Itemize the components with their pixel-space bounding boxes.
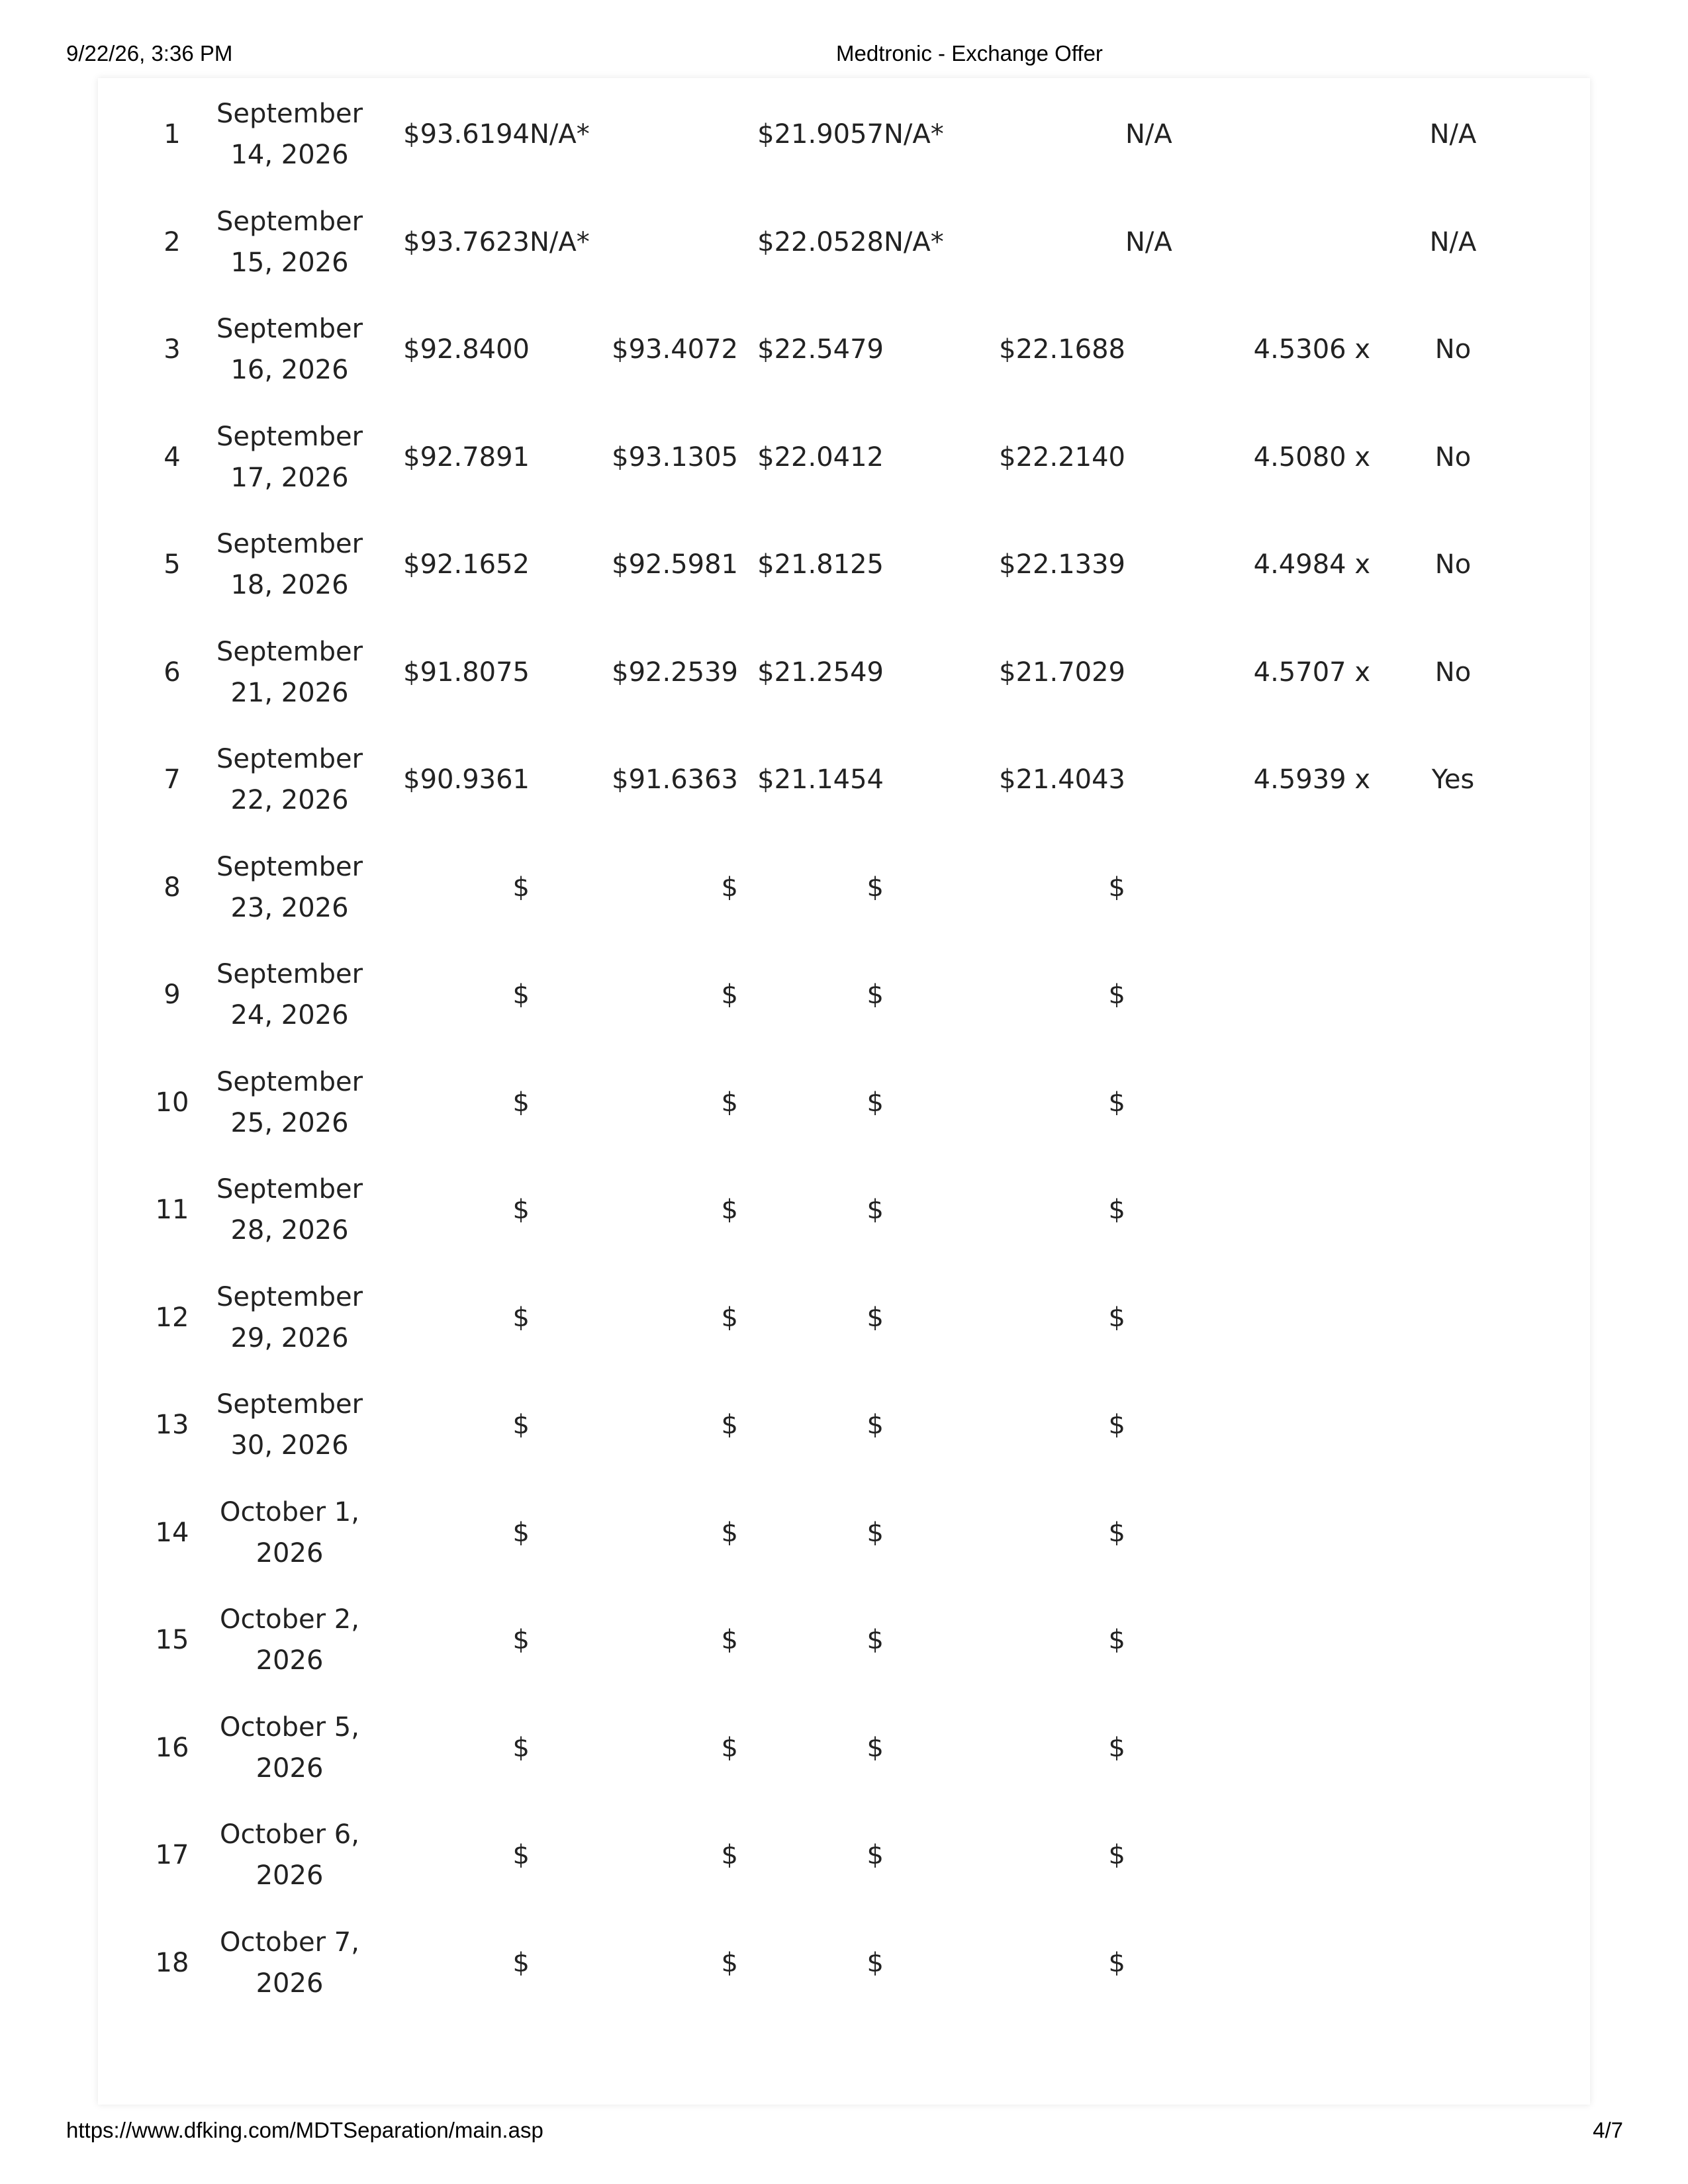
price-cell-3: $21.8125: [757, 549, 884, 580]
day-cell: 11: [155, 1195, 189, 1226]
table-body: [132, 81, 1536, 2017]
price-cell-2: $: [721, 1517, 738, 1548]
price-cell-4: $: [1108, 1732, 1125, 1763]
flag-cell: [1370, 1049, 1536, 1157]
ratio-cell: 4.5707 x: [1253, 657, 1370, 688]
price-cell-3: $21.1454: [757, 764, 884, 796]
flag-cell: [1370, 1909, 1536, 2017]
price-cell-1: $91.8075: [403, 657, 530, 688]
table-row: [132, 726, 1536, 834]
price-cell-3: $: [867, 1410, 884, 1441]
day-cell: 2: [164, 226, 181, 257]
ratio-cell: 4.5939 x: [1253, 764, 1370, 796]
ratio-cell: [1125, 1479, 1370, 1587]
date-cell: September 25, 2026: [216, 1066, 363, 1138]
print-footer: [0, 2118, 1688, 2147]
table-row: [132, 1371, 1536, 1479]
date-cell: September 30, 2026: [216, 1389, 363, 1461]
price-cell-2: $92.2539: [612, 657, 738, 688]
ratio-cell: 4.5080 x: [1253, 441, 1370, 473]
price-cell-1: $: [512, 979, 530, 1011]
price-cell-1: $92.1652: [403, 549, 530, 580]
ratio-cell: [1125, 1801, 1370, 1909]
ratio-cell: N/A: [1125, 226, 1172, 257]
price-cell-1: $: [512, 872, 530, 903]
date-cell: October 2, 2026: [220, 1604, 359, 1676]
ratio-cell: [1125, 1049, 1370, 1157]
flag-cell: [1370, 1801, 1536, 1909]
price-cell-4: $21.7029: [999, 657, 1125, 688]
table-row: [132, 1801, 1536, 1909]
date-cell: September 16, 2026: [216, 314, 363, 386]
price-cell-2: $91.6363: [612, 764, 738, 796]
day-cell: 6: [164, 657, 181, 688]
print-url: https://www.dfking.com/MDTSeparation/main.asp: [66, 2118, 543, 2142]
table-row: [132, 1909, 1536, 2017]
price-cell-2: N/A*: [530, 119, 590, 150]
price-cell-1: $: [512, 1947, 530, 1978]
price-cell-1: $: [512, 1840, 530, 1871]
price-cell-4: $: [1108, 1947, 1125, 1978]
date-cell: September 28, 2026: [216, 1174, 363, 1246]
day-cell: 14: [155, 1517, 189, 1548]
ratio-cell: 4.4984 x: [1253, 549, 1370, 580]
ratio-cell: [1125, 1586, 1370, 1694]
price-cell-1: $93.6194: [403, 119, 530, 150]
table-row: [132, 189, 1536, 296]
price-cell-1: $: [512, 1410, 530, 1441]
ratio-cell: [1125, 1156, 1370, 1264]
price-cell-2: $: [721, 1302, 738, 1333]
table-row: [132, 1586, 1536, 1694]
table-row: [132, 81, 1536, 189]
price-cell-1: $90.9361: [403, 764, 530, 796]
flag-cell: [1370, 1694, 1536, 1802]
price-cell-3: $: [867, 872, 884, 903]
flag-cell: No: [1434, 657, 1472, 688]
date-cell: September 22, 2026: [216, 744, 363, 816]
ratio-cell: [1125, 1694, 1370, 1802]
ratio-cell: [1125, 1371, 1370, 1479]
price-cell-3: $22.0528: [757, 226, 884, 257]
price-cell-2: $: [721, 1410, 738, 1441]
price-cell-3: $: [867, 1625, 884, 1656]
price-cell-4: $: [1108, 1302, 1125, 1333]
price-cell-1: $: [512, 1732, 530, 1763]
day-cell: 16: [155, 1732, 189, 1763]
day-cell: 15: [155, 1625, 189, 1656]
flag-cell: [1370, 1264, 1536, 1372]
price-cell-2: $: [721, 1947, 738, 1978]
price-cell-2: N/A*: [530, 226, 590, 257]
price-cell-3: $22.0412: [757, 441, 884, 473]
table-row: [132, 1049, 1536, 1157]
table-row: [132, 834, 1536, 942]
table-row: [132, 296, 1536, 404]
table-row: [132, 1156, 1536, 1264]
price-cell-3: $22.5479: [757, 334, 884, 365]
price-cell-4: $: [1108, 1517, 1125, 1548]
date-cell: October 7, 2026: [220, 1927, 359, 1999]
price-cell-4: $: [1108, 1840, 1125, 1871]
price-cell-3: $: [867, 1840, 884, 1871]
day-cell: 8: [164, 872, 181, 903]
price-cell-3: $: [867, 1302, 884, 1333]
date-cell: September 23, 2026: [216, 851, 363, 923]
day-cell: 5: [164, 549, 181, 580]
price-cell-4: N/A*: [884, 226, 944, 257]
date-cell: September 29, 2026: [216, 1281, 363, 1353]
price-cell-4: $22.1688: [999, 334, 1125, 365]
ratio-cell: [1125, 1264, 1370, 1372]
date-cell: September 21, 2026: [216, 636, 363, 708]
day-cell: 9: [164, 979, 181, 1011]
price-cell-1: $: [512, 1195, 530, 1226]
price-cell-4: $: [1108, 1410, 1125, 1441]
page-number: 4/7: [1593, 2118, 1623, 2142]
flag-cell: [1370, 941, 1536, 1049]
price-cell-3: $: [867, 979, 884, 1011]
ratio-cell: [1125, 941, 1370, 1049]
day-cell: 1: [164, 119, 181, 150]
price-cell-4: N/A*: [884, 119, 944, 150]
price-cell-3: $: [867, 1087, 884, 1118]
price-cell-3: $21.9057: [757, 119, 884, 150]
flag-cell: [1370, 1371, 1536, 1479]
date-cell: September 17, 2026: [216, 421, 363, 493]
date-cell: September 15, 2026: [216, 206, 363, 278]
price-cell-3: $: [867, 1195, 884, 1226]
price-cell-4: $22.2140: [999, 441, 1125, 473]
price-cell-3: $: [867, 1947, 884, 1978]
price-cell-2: $: [721, 1087, 738, 1118]
price-cell-2: $93.1305: [612, 441, 738, 473]
day-cell: 13: [155, 1410, 189, 1441]
date-cell: September 24, 2026: [216, 959, 363, 1031]
table-row: [132, 941, 1536, 1049]
price-cell-4: $: [1108, 1087, 1125, 1118]
price-cell-2: $92.5981: [612, 549, 738, 580]
print-header: [0, 41, 1688, 70]
table-row: [132, 404, 1536, 512]
day-cell: 10: [155, 1087, 189, 1118]
price-cell-4: $: [1108, 872, 1125, 903]
ratio-cell: 4.5306 x: [1253, 334, 1370, 365]
price-cell-4: $22.1339: [999, 549, 1125, 580]
flag-cell: [1370, 1156, 1536, 1264]
price-cell-1: $92.7891: [403, 441, 530, 473]
price-cell-4: $21.4043: [999, 764, 1125, 796]
print-page-title: Medtronic - Exchange Offer: [836, 41, 1103, 66]
flag-cell: Yes: [1431, 764, 1475, 796]
day-cell: 12: [155, 1302, 189, 1333]
ratio-cell: N/A: [1125, 119, 1172, 150]
table-row: [132, 1264, 1536, 1372]
price-cell-1: $92.8400: [403, 334, 530, 365]
day-cell: 4: [164, 441, 181, 473]
day-cell: 3: [164, 334, 181, 365]
day-cell: 7: [164, 764, 181, 796]
flag-cell: [1370, 1586, 1536, 1694]
table-row: [132, 1479, 1536, 1587]
date-cell: September 14, 2026: [216, 99, 363, 171]
price-cell-3: $: [867, 1732, 884, 1763]
print-datetime: 9/22/26, 3:36 PM: [66, 41, 233, 66]
price-cell-3: $21.2549: [757, 657, 884, 688]
day-cell: 17: [155, 1840, 189, 1871]
price-cell-1: $: [512, 1625, 530, 1656]
price-cell-1: $93.7623: [403, 226, 530, 257]
price-cell-1: $: [512, 1087, 530, 1118]
ratio-cell: [1125, 1909, 1370, 2017]
flag-cell: N/A: [1429, 226, 1477, 257]
flag-cell: No: [1434, 441, 1472, 473]
date-cell: October 6, 2026: [220, 1819, 359, 1891]
price-cell-2: $: [721, 1625, 738, 1656]
flag-cell: No: [1434, 549, 1472, 580]
table-row: [132, 619, 1536, 727]
flag-cell: [1370, 834, 1536, 942]
date-cell: October 1, 2026: [220, 1496, 359, 1569]
flag-cell: No: [1434, 334, 1472, 365]
table-row: [132, 511, 1536, 619]
price-cell-4: $: [1108, 1195, 1125, 1226]
ratio-cell: [1125, 834, 1370, 942]
price-cell-1: $: [512, 1302, 530, 1333]
price-cell-2: $: [721, 1840, 738, 1871]
price-cell-2: $93.4072: [612, 334, 738, 365]
flag-cell: [1370, 1479, 1536, 1587]
price-cell-2: $: [721, 1732, 738, 1763]
price-cell-3: $: [867, 1517, 884, 1548]
date-cell: October 5, 2026: [220, 1711, 359, 1784]
flag-cell: N/A: [1429, 119, 1477, 150]
price-cell-4: $: [1108, 979, 1125, 1011]
table-row: [132, 1694, 1536, 1802]
price-cell-4: $: [1108, 1625, 1125, 1656]
price-cell-2: $: [721, 1195, 738, 1226]
price-cell-2: $: [721, 872, 738, 903]
day-cell: 18: [155, 1947, 189, 1978]
price-cell-1: $: [512, 1517, 530, 1548]
date-cell: September 18, 2026: [216, 529, 363, 601]
price-cell-2: $: [721, 979, 738, 1011]
daily-prices-table: [132, 81, 1536, 2017]
